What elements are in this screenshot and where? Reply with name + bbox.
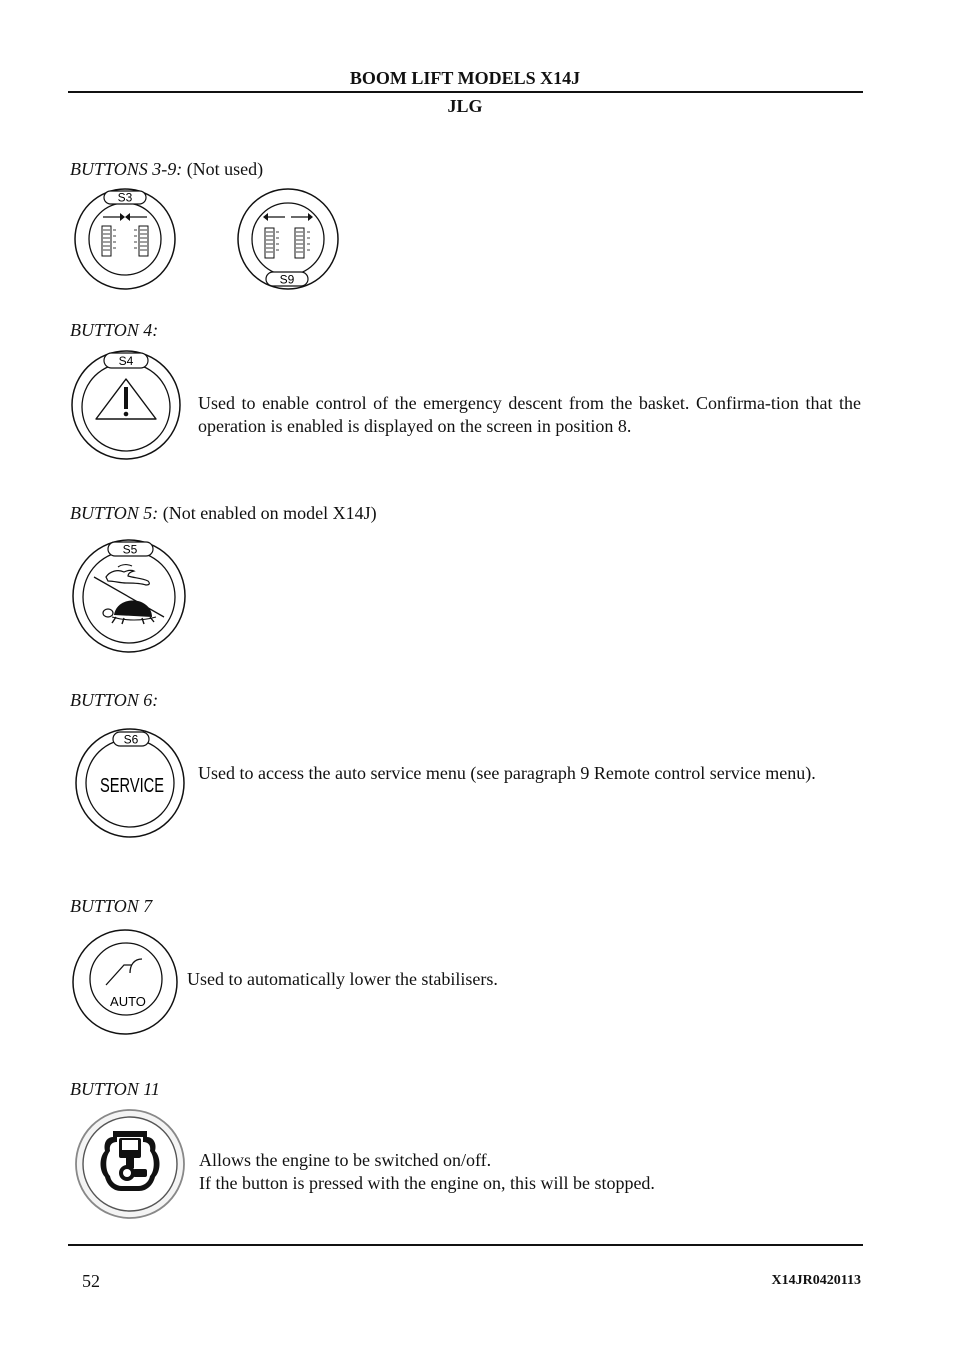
button-auto-stabilisers-icon	[70, 927, 180, 1037]
header-rule	[68, 91, 863, 93]
button-s6-icon	[73, 726, 187, 840]
button-7-description: Used to automatically lower the stabilisers.	[187, 969, 498, 989]
auto-icon-text: AUTO	[110, 994, 146, 1009]
badge-s3: S3	[117, 190, 133, 205]
label-text: BUTTON 11	[70, 1079, 160, 1099]
document-header-title: BOOM LIFT MODELS X14J	[349, 68, 581, 88]
engine-icon	[101, 1131, 160, 1191]
document-header-subtitle: JLG	[447, 96, 483, 116]
section-label-buttons-3-9	[70, 159, 263, 180]
section-label-button-4	[70, 320, 158, 341]
label-text: BUTTON 5:	[70, 503, 159, 523]
section-label-button-6	[70, 690, 158, 711]
label-text: BUTTONS 3-9:	[70, 159, 183, 179]
page-number: 52	[82, 1271, 100, 1291]
section-label-button-5	[70, 503, 377, 524]
button-11-description-line-2: If the button is pressed with the engine on, this will be stopped.	[199, 1173, 655, 1193]
label-note: (Not used)	[182, 159, 264, 179]
button-4-description: Used to enable control of the emergency descent from the basket. Confirma-tion that the operation is enabled is displayed on the screen in position 8.	[198, 393, 861, 436]
button-11-description-line-1: Allows the engine to be switched on/off.	[199, 1150, 492, 1170]
document-reference: X14JR0420113	[771, 1273, 861, 1288]
footer-rule	[68, 1244, 863, 1246]
button-11-description	[199, 1149, 861, 1195]
badge-s9: S9	[279, 272, 295, 287]
exclamation-icon	[124, 387, 128, 409]
tortoise-icon	[103, 601, 156, 624]
badge-s4: S4	[118, 354, 134, 368]
label-text: BUTTON 6:	[70, 690, 159, 710]
badge-s5: S5	[122, 542, 138, 557]
label-text: BUTTON 7	[70, 896, 153, 916]
section-label-button-11	[70, 1079, 160, 1100]
button-6-description: Used to access the auto service menu (see paragraph 9 Remote control service menu).	[198, 763, 816, 783]
hare-icon	[106, 565, 149, 585]
button-engine-icon	[73, 1107, 187, 1221]
stabiliser-leg-icon	[106, 959, 142, 985]
label-text: BUTTON 4:	[70, 320, 159, 340]
section-label-button-7	[70, 896, 152, 917]
label-note: (Not enabled on model X14J)	[158, 503, 377, 523]
service-icon-text: SERVICE	[100, 775, 164, 797]
button-s5-icon	[70, 537, 188, 655]
button-s9-icon	[235, 186, 341, 292]
badge-s6: S6	[123, 732, 139, 747]
button-s4-icon	[70, 349, 184, 461]
button-s3-icon	[72, 186, 178, 292]
